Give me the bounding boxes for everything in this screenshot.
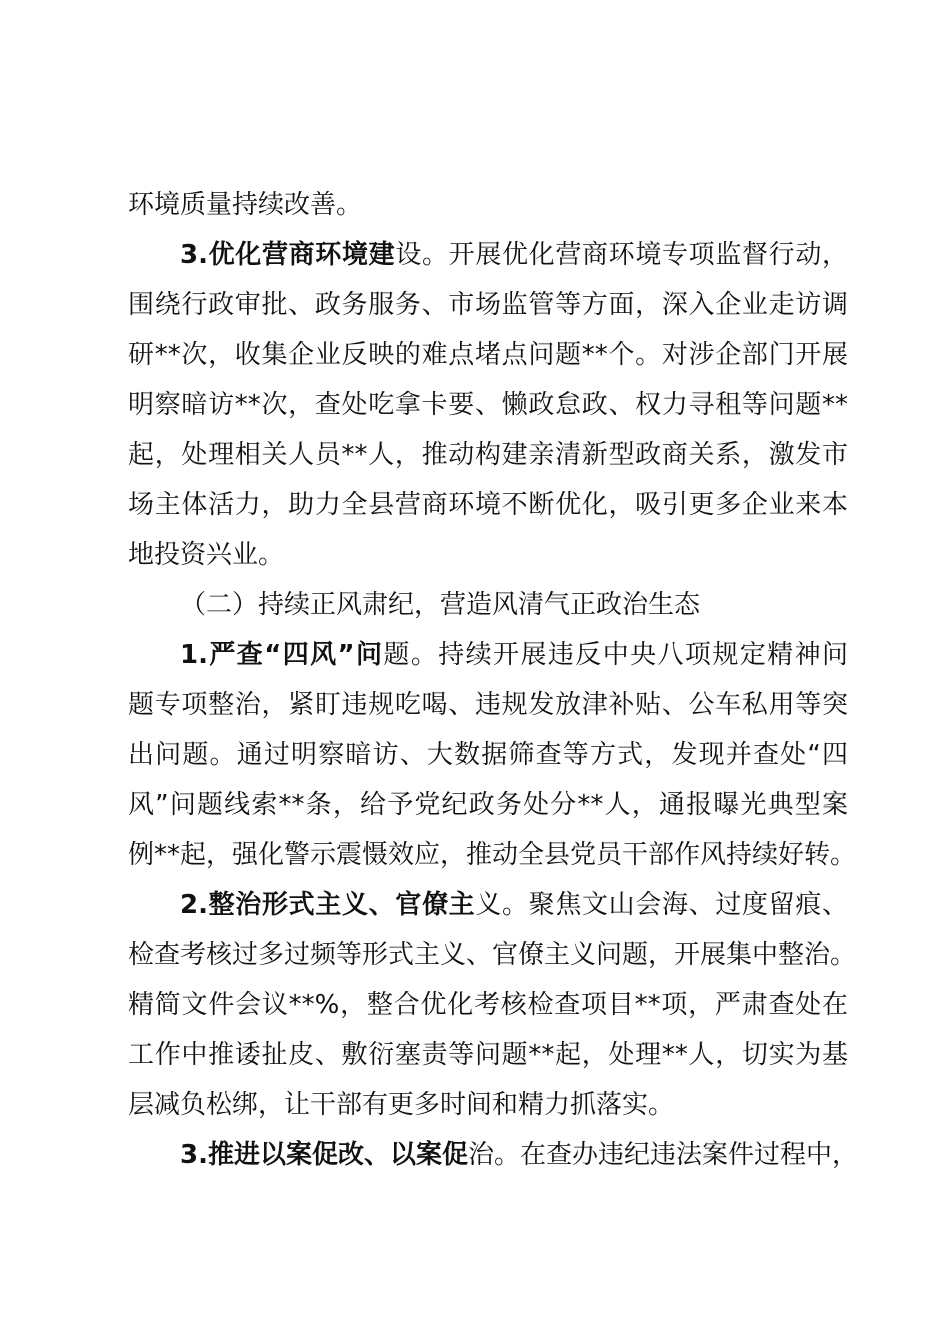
document-body [128, 180, 858, 1180]
paragraph-line [128, 680, 848, 730]
paragraph-line [128, 480, 848, 530]
line-text: 起，处理相关人员**人，推动构建亲清新型政商关系，激发市 [128, 440, 848, 470]
line-text: 研**次，收集企业反映的难点堵点问题**个。对涉企部门开展 [128, 340, 848, 370]
paragraph-line [128, 330, 848, 380]
paragraph-line [128, 530, 848, 580]
paragraph-line [128, 630, 848, 680]
section-heading: 2.整治形式主义、官僚主 [180, 890, 476, 920]
line-text: 题。持续开展违反中央八项规定精神问 [383, 640, 848, 670]
line-text: 地投资兴业。 [128, 540, 285, 570]
paragraph-line [128, 880, 848, 930]
line-text: 例**起，强化警示震慑效应，推动全县党员干部作风持续好转。 [128, 840, 857, 870]
paragraph-line [128, 830, 857, 880]
section-heading: 3.推进以案促改、以案促 [180, 1140, 468, 1170]
section-heading: 3.优化营商环境建 [180, 240, 396, 270]
paragraph-line [128, 380, 848, 430]
line-text: 工作中推诿扯皮、敷衍塞责等问题**起，处理**人，切实为基 [128, 1040, 848, 1070]
paragraph-line [128, 780, 848, 830]
line-text: 场主体活力，助力全县营商环境不断优化，吸引更多企业来本 [128, 490, 848, 520]
line-text: （二）持续正风肃纪，营造风清气正政治生态 [180, 590, 701, 620]
paragraph-line [128, 280, 848, 330]
paragraph-line [128, 1130, 858, 1180]
line-text: 治。在查办违纪违法案件过程中， [467, 1140, 858, 1170]
paragraph-line [128, 230, 848, 280]
line-text: 层减负松绑，让干部有更多时间和精力抓落实。 [128, 1090, 675, 1120]
line-text: 风”问题线索**条，给予党纪政务处分**人，通报曝光典型案 [128, 790, 848, 820]
line-text: 义。聚焦文山会海、过度留痕、 [475, 890, 848, 920]
paragraph-line [128, 430, 848, 480]
paragraph-line [128, 980, 848, 1030]
line-text: 围绕行政审批、政务服务、市场监管等方面，深入企业走访调 [128, 290, 848, 320]
line-text: 明察暗访**次，查处吃拿卡要、懒政怠政、权力寻租等问题** [128, 390, 848, 420]
line-text: 检查考核过多过频等形式主义、官僚主义问题，开展集中整治。 [128, 940, 857, 970]
line-text: 精简文件会议**%，整合优化考核检查项目**项，严肃查处在 [128, 990, 848, 1020]
line-text: 题专项整治，紧盯违规吃喝、违规发放津补贴、公车私用等突 [128, 690, 848, 720]
paragraph-line [128, 730, 848, 780]
line-text: 设。开展优化营商环境专项监督行动， [395, 240, 848, 270]
paragraph-line [128, 180, 848, 230]
section-heading: 1.严查“四风”问 [180, 640, 384, 670]
paragraph-line [128, 930, 857, 980]
paragraph-line [128, 1030, 848, 1080]
line-text: 出问题。通过明察暗访、大数据筛查等方式，发现并查处“四 [128, 740, 848, 770]
paragraph-line [128, 1080, 848, 1130]
line-text: 环境质量持续改善。 [128, 190, 363, 220]
subsection-title [128, 580, 848, 630]
